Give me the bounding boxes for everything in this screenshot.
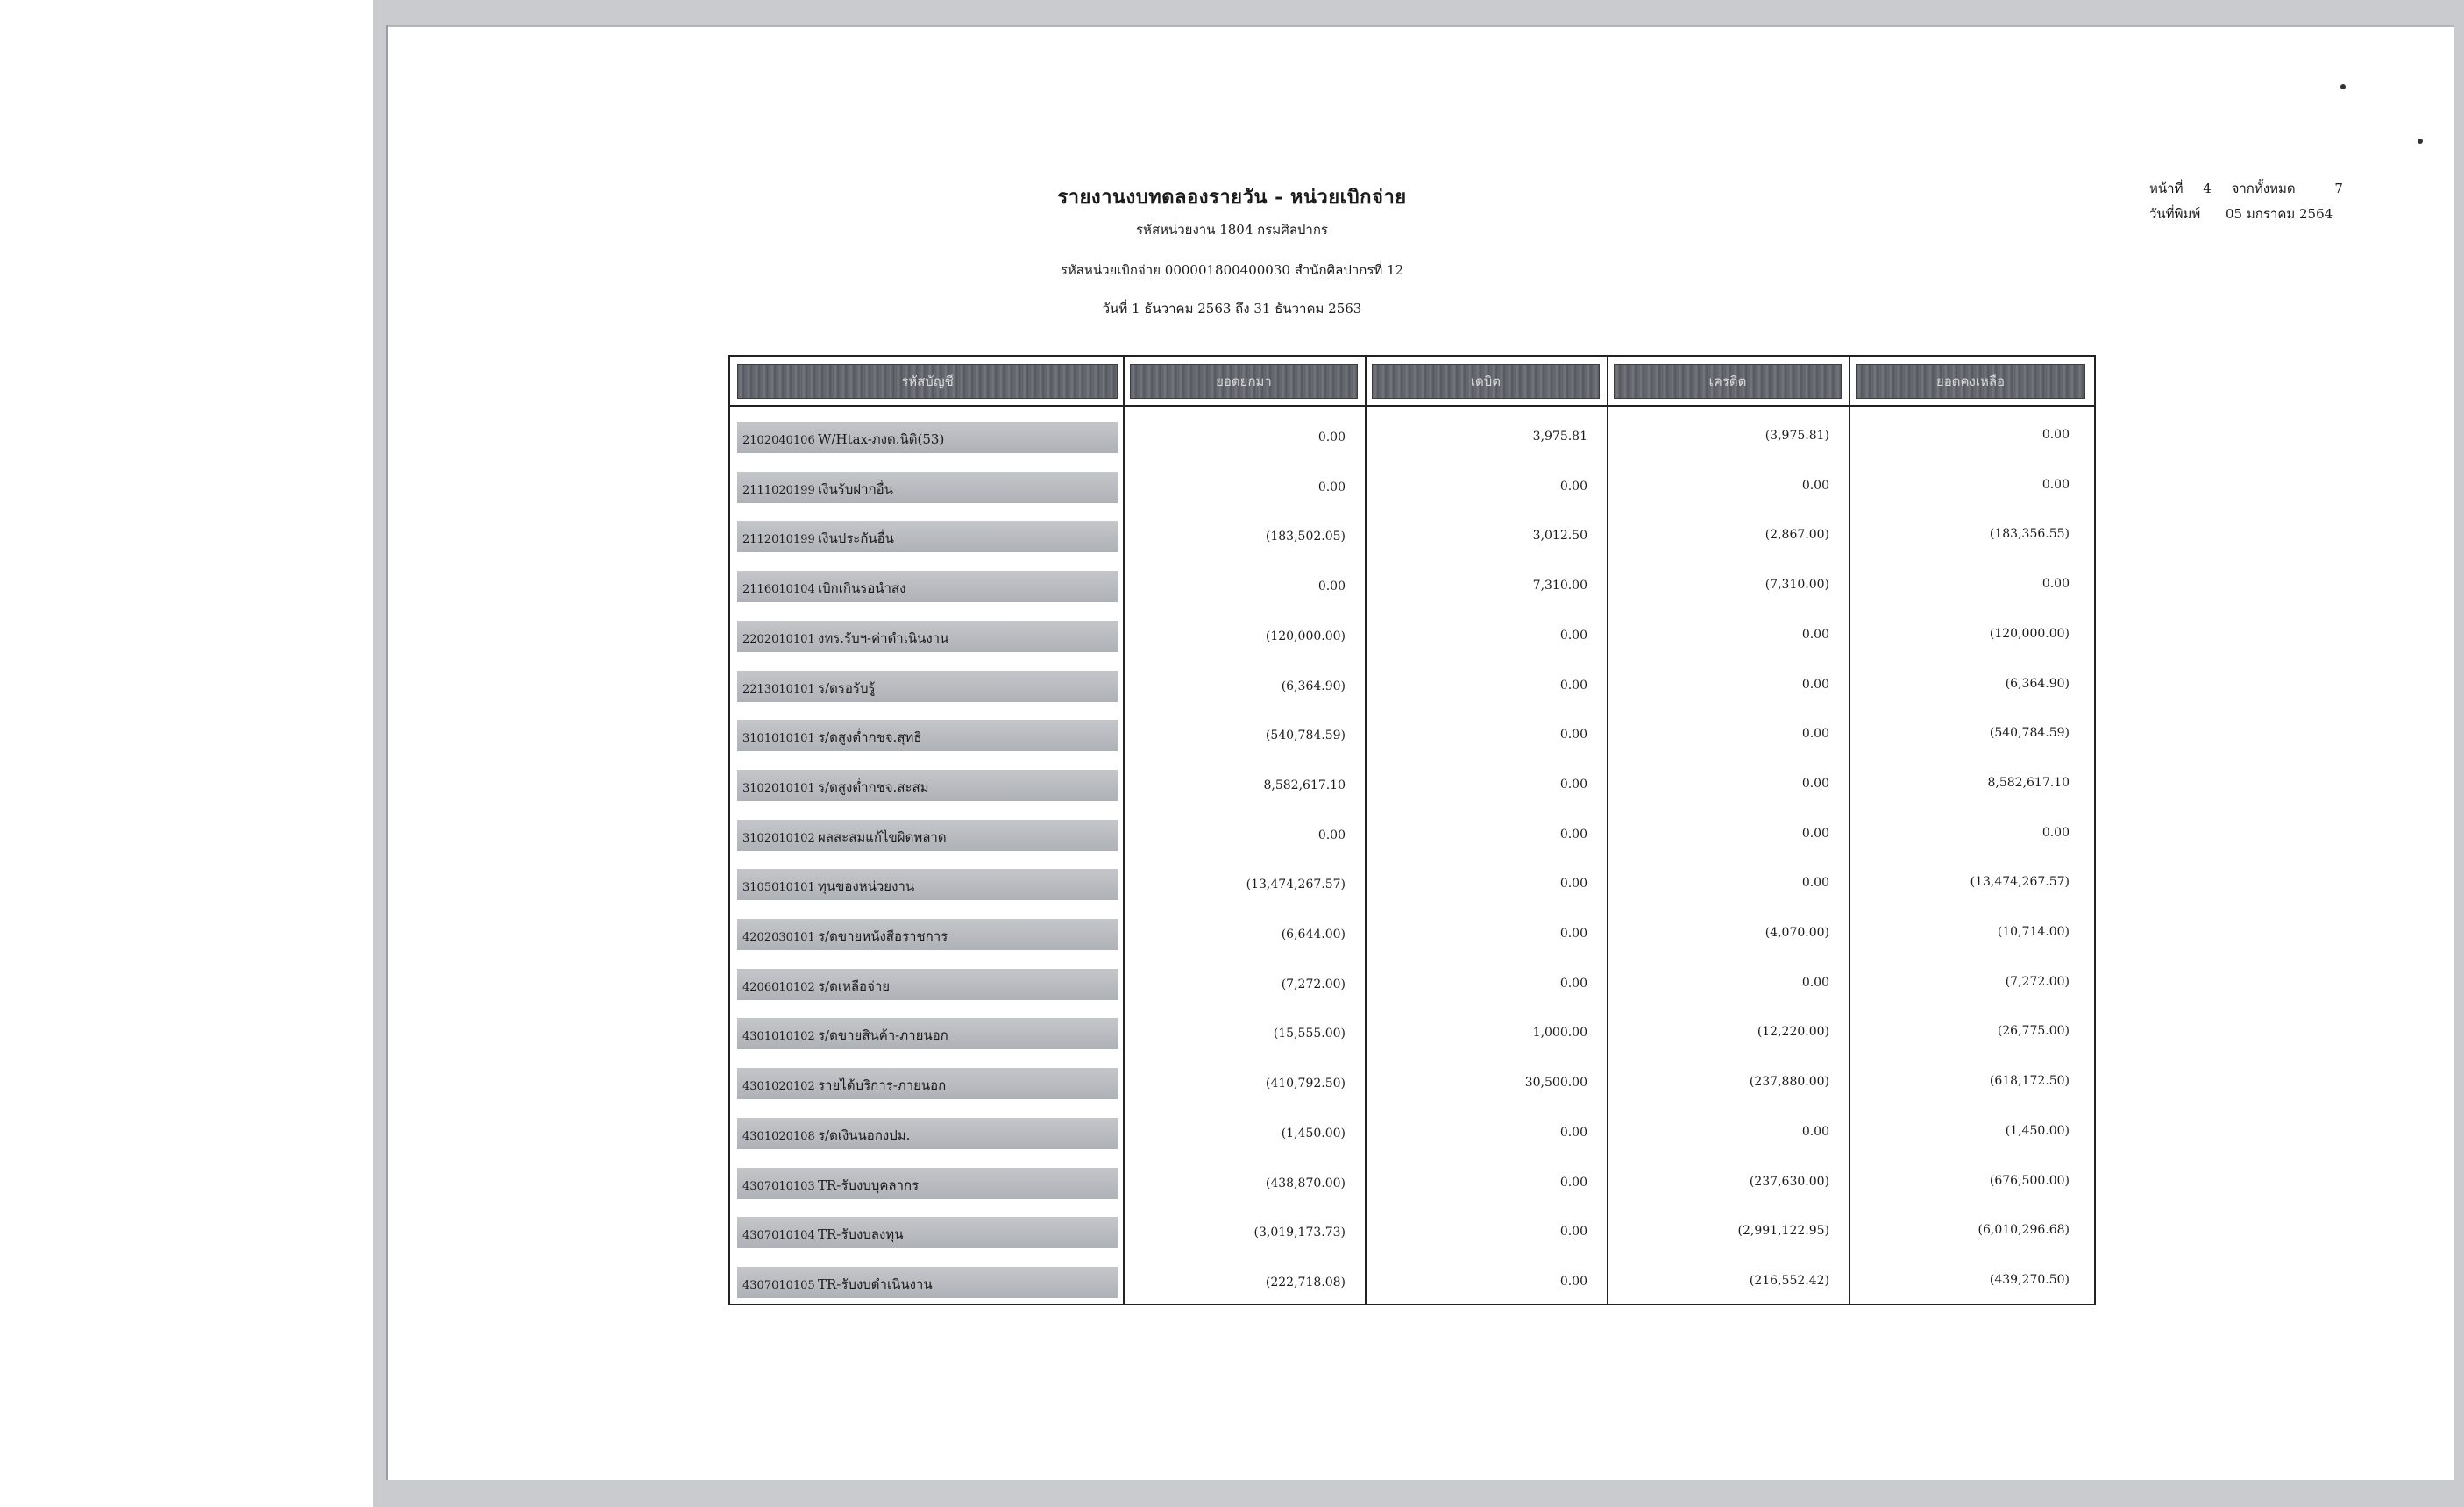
account-code: 4301010102 <box>742 1030 815 1044</box>
page-number: 4 <box>2203 181 2212 196</box>
debit-cell: 3,012.50 <box>1532 529 1587 544</box>
closing-balance-cell: 0.00 <box>2041 477 2070 492</box>
account-code: 3101010101 <box>742 732 815 746</box>
closing-balance-cell: (6,010,296.68) <box>1978 1223 2070 1238</box>
account-code: 4202030101 <box>742 931 815 944</box>
column-header-balance: ยอดคงเหลือ <box>1856 364 2085 399</box>
closing-balance-cell: (7,272.00) <box>2005 974 2070 989</box>
column-header-opening: ยอดยกมา <box>1130 364 1358 399</box>
closing-balance-cell: (1,450.00) <box>2005 1123 2070 1138</box>
opening-balance-cell: (1,450.00) <box>1281 1126 1346 1141</box>
debit-cell: 0.00 <box>1559 877 1587 892</box>
table-row <box>730 612 2094 661</box>
closing-balance-cell: (618,172.50) <box>1989 1074 2070 1089</box>
debit-cell: 0.00 <box>1559 678 1587 693</box>
opening-balance-cell: 0.00 <box>1317 430 1346 444</box>
account-name: ร/ดสูงต่ำกชจ.สุทธิ <box>818 729 922 746</box>
column-header-account: รหัสบัญชี <box>737 364 1118 399</box>
credit-cell: 0.00 <box>1801 1124 1829 1139</box>
account-cell <box>737 869 1118 900</box>
table-row <box>730 562 2094 611</box>
opening-balance-cell: 0.00 <box>1317 480 1346 494</box>
credit-cell: 0.00 <box>1801 727 1829 742</box>
table-row <box>730 711 2094 760</box>
credit-cell: 0.00 <box>1801 776 1829 791</box>
account-cell <box>737 820 1118 851</box>
credit-cell: (2,867.00) <box>1765 528 1829 543</box>
total-pages-label: จากทั้งหมด <box>2231 181 2296 196</box>
credit-cell: 0.00 <box>1801 478 1829 493</box>
total-pages: 7 <box>2334 181 2343 196</box>
debit-cell: 30,500.00 <box>1524 1076 1587 1091</box>
debit-cell: 0.00 <box>1559 1274 1587 1289</box>
table-row <box>730 662 2094 711</box>
table-row <box>730 1208 2094 1257</box>
opening-balance-cell: 0.00 <box>1317 579 1346 594</box>
opening-balance-cell: (13,474,267.57) <box>1246 878 1346 892</box>
credit-cell: 0.00 <box>1801 627 1829 642</box>
closing-balance-cell: (439,270.50) <box>1989 1272 2070 1287</box>
page-label: หน้าที่ <box>2149 181 2184 196</box>
account-cell <box>737 770 1118 801</box>
account-code: 3102010102 <box>742 831 815 845</box>
credit-cell: (216,552.42) <box>1749 1273 1829 1288</box>
opening-balance-cell: (438,870.00) <box>1265 1176 1346 1191</box>
account-code: 2116010104 <box>742 583 815 597</box>
closing-balance-cell: (26,775.00) <box>1997 1024 2070 1039</box>
account-cell <box>737 422 1118 453</box>
account-code: 2112010199 <box>742 533 815 547</box>
header-divider <box>730 405 2094 407</box>
opening-balance-cell: (6,364.90) <box>1281 679 1346 693</box>
account-cell <box>737 919 1118 950</box>
credit-cell: (237,880.00) <box>1749 1075 1829 1090</box>
closing-balance-cell: (6,364.90) <box>2005 676 2070 691</box>
account-cell <box>737 1168 1118 1199</box>
closing-balance-cell: (183,356.55) <box>1989 527 2070 542</box>
opening-balance-cell: (3,019,173.73) <box>1253 1226 1346 1240</box>
debit-cell: 0.00 <box>1559 1225 1587 1240</box>
closing-balance-cell: (540,784.59) <box>1989 726 2070 741</box>
account-code: 4307010105 <box>742 1278 815 1292</box>
account-code: 4301020102 <box>742 1080 815 1094</box>
credit-cell: (237,630.00) <box>1749 1174 1829 1189</box>
closing-balance-cell: 0.00 <box>2041 428 2070 442</box>
account-cell <box>737 671 1118 702</box>
closing-balance-cell: (676,500.00) <box>1989 1173 2070 1188</box>
credit-cell: (12,220.00) <box>1757 1025 1829 1040</box>
account-code: 4206010102 <box>742 980 815 994</box>
credit-cell: (7,310.00) <box>1765 578 1829 593</box>
account-name: เงินประกันอื่น <box>818 530 894 547</box>
debit-cell: 1,000.00 <box>1532 1026 1587 1041</box>
table-row <box>730 811 2094 860</box>
account-cell <box>737 1068 1118 1099</box>
print-date-label: วันที่พิมพ์ <box>2149 206 2201 222</box>
opening-balance-cell: (7,272.00) <box>1281 977 1346 992</box>
account-code: 3102010101 <box>742 781 815 795</box>
credit-cell: 0.00 <box>1801 975 1829 990</box>
opening-balance-cell: (540,784.59) <box>1265 729 1346 743</box>
table-row <box>730 1059 2094 1108</box>
debit-cell: 0.00 <box>1559 927 1587 941</box>
account-code: 2213010101 <box>742 682 815 696</box>
opening-balance-cell: (183,502.05) <box>1265 530 1346 544</box>
account-name: ร/ดเหลือจ่าย <box>818 977 891 994</box>
table-row <box>730 463 2094 512</box>
account-cell <box>737 621 1118 652</box>
credit-cell: 0.00 <box>1801 876 1829 891</box>
account-name: ผลสะสมแก้ไขผิดพลาด <box>818 828 947 845</box>
closing-balance-cell: (13,474,267.57) <box>1970 875 2070 890</box>
credit-cell: (3,975.81) <box>1765 429 1829 443</box>
trial-balance-table <box>728 355 2096 1305</box>
debit-cell: 0.00 <box>1559 728 1587 743</box>
scan-speck <box>2340 84 2346 89</box>
account-name: รายได้บริการ-ภายนอก <box>818 1077 947 1094</box>
table-row <box>730 512 2094 561</box>
credit-cell: (2,991,122.95) <box>1737 1224 1829 1239</box>
account-code: 4307010104 <box>742 1229 815 1243</box>
table-row <box>730 910 2094 959</box>
debit-cell: 0.00 <box>1559 1125 1587 1140</box>
print-date: 05 มกราคม 2564 <box>2226 206 2333 222</box>
scan-speck <box>2418 139 2423 144</box>
debit-cell: 0.00 <box>1559 479 1587 494</box>
disbursement-unit-line: รหัสหน่วยเบิกจ่าย 000001800400030 สำนักศิลปากรที่ 12 <box>1060 262 1404 278</box>
debit-cell: 0.00 <box>1559 976 1587 991</box>
account-name: งทร.รับฯ-ค่าดำเนินงาน <box>818 629 949 646</box>
closing-balance-cell: (120,000.00) <box>1989 626 2070 641</box>
account-cell <box>737 1267 1118 1298</box>
table-row <box>730 413 2094 462</box>
column-header-debit: เดบิต <box>1372 364 1600 399</box>
period-line: วันที่ 1 ธันวาคม 2563 ถึง 31 ธันวาคม 2563 <box>1102 301 1362 316</box>
closing-balance-cell: 0.00 <box>2041 825 2070 840</box>
account-cell <box>737 1118 1118 1149</box>
account-cell <box>737 720 1118 751</box>
account-name: ร/ดเงินนอกงปม. <box>818 1127 911 1143</box>
account-name: ร/ดรอรับรู้ <box>818 679 876 696</box>
opening-balance-cell: (6,644.00) <box>1281 928 1346 942</box>
opening-balance-cell: (15,555.00) <box>1273 1027 1346 1041</box>
closing-balance-cell: 8,582,617.10 <box>1987 775 2070 790</box>
debit-cell: 0.00 <box>1559 1175 1587 1190</box>
account-name: ทุนของหน่วยงาน <box>818 878 915 895</box>
account-name: W/Htax-ภงด.นิติ(53) <box>818 431 945 447</box>
debit-cell: 7,310.00 <box>1532 579 1587 594</box>
table-row <box>730 1009 2094 1058</box>
debit-cell: 3,975.81 <box>1532 430 1587 444</box>
print-info <box>2149 203 2333 224</box>
account-code: 2111020199 <box>742 483 815 497</box>
account-cell <box>737 521 1118 552</box>
account-name: TR-รับงบลงทุน <box>818 1226 904 1243</box>
account-name: ร/ดสูงต่ำกชจ.สะสม <box>818 778 929 795</box>
debit-cell: 0.00 <box>1559 628 1587 643</box>
column-header-credit: เครดิต <box>1614 364 1842 399</box>
account-code: 2102040106 <box>742 434 815 447</box>
table-row <box>730 1159 2094 1208</box>
account-cell <box>737 472 1118 503</box>
debit-cell: 0.00 <box>1559 827 1587 842</box>
opening-balance-cell: (410,792.50) <box>1265 1077 1346 1091</box>
account-code: 3105010101 <box>742 881 815 895</box>
credit-cell: 0.00 <box>1801 677 1829 692</box>
credit-cell: (4,070.00) <box>1765 926 1829 940</box>
account-name: ร/ดขายสินค้า-ภายนอก <box>818 1027 948 1044</box>
account-cell <box>737 969 1118 1000</box>
account-code: 4301020108 <box>742 1129 815 1143</box>
account-cell <box>737 1018 1118 1049</box>
table-row <box>730 960 2094 1009</box>
page-info <box>2149 178 2343 199</box>
account-name: TR-รับงบดำเนินงาน <box>818 1276 933 1292</box>
account-name: เงินรับฝากอื่น <box>818 480 893 497</box>
account-name: TR-รับงบบุคลากร <box>818 1176 920 1193</box>
account-cell <box>737 571 1118 602</box>
closing-balance-cell: (10,714.00) <box>1997 925 2070 939</box>
table-row <box>730 1109 2094 1158</box>
report-title: รายงานงบทดลองรายวัน - หน่วยเบิกจ่าย <box>1057 186 1407 209</box>
opening-balance-cell: (120,000.00) <box>1265 629 1346 643</box>
credit-cell: 0.00 <box>1801 826 1829 841</box>
account-code: 2202010101 <box>742 632 815 646</box>
account-cell <box>737 1217 1118 1248</box>
account-code: 4307010103 <box>742 1179 815 1193</box>
closing-balance-cell: 0.00 <box>2041 577 2070 592</box>
table-row <box>730 860 2094 909</box>
table-row <box>730 761 2094 810</box>
table-row <box>730 1258 2094 1307</box>
opening-balance-cell: (222,718.08) <box>1265 1275 1346 1290</box>
opening-balance-cell: 0.00 <box>1317 828 1346 842</box>
debit-cell: 0.00 <box>1559 777 1587 792</box>
agency-line: รหัสหน่วยงาน 1804 กรมศิลปากร <box>1136 222 1328 238</box>
account-name: ร/ดขายหนังสือราชการ <box>818 928 948 944</box>
account-name: เบิกเกินรอนำส่ง <box>818 580 906 597</box>
opening-balance-cell: 8,582,617.10 <box>1263 778 1346 793</box>
